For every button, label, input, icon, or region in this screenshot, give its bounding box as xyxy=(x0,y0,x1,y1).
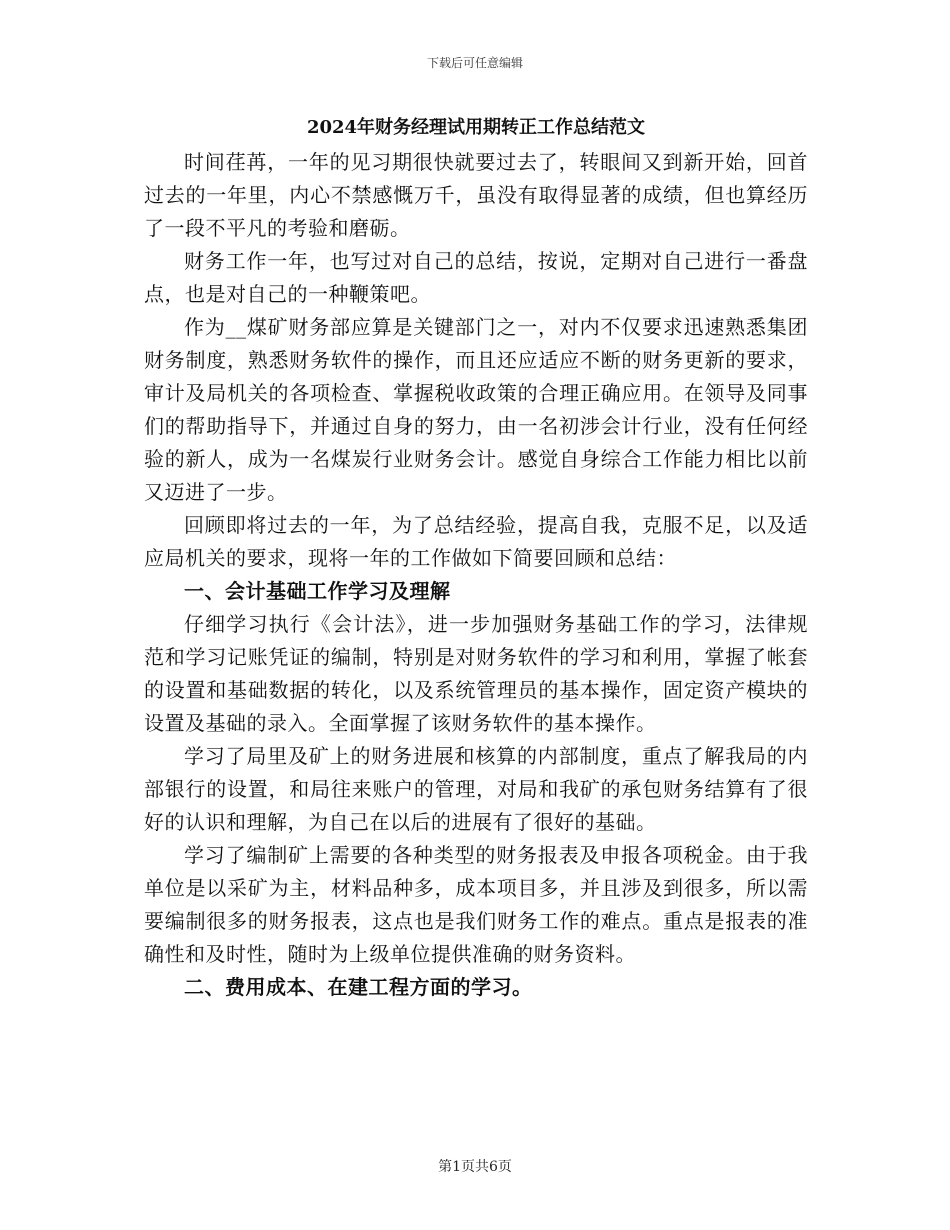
paragraph-summary-intro: 回顾即将过去的一年，为了总结经验，提高自我，克服不足，以及适应局机关的要求，现将一年的工作做如下简要回顾和总结： xyxy=(144,513,808,570)
section-heading-cost-construction: 二、费用成本、在建工程方面的学习。 xyxy=(184,975,533,999)
paragraph-financial-reports: 学习了编制矿上需要的各种类型的财务报表及申报各项税金。由于我单位是以采矿为主，材料品种多，成本项目多，并且涉及到很多，所以需要编制很多的财务报表，这点也是我们财务工作的难点。重点是报表的准确性和及时性，随时为上级单位提供准确的财务资料。 xyxy=(144,843,808,966)
page-number: 第1页共6页 xyxy=(438,1159,512,1175)
paragraph-self-review: 财务工作一年，也写过对自己的总结，按说，定期对自己进行一番盘点，也是对自己的一种鞭策吧。 xyxy=(144,249,808,306)
document-title: 2024年财务经理试用期转正工作总结范文 xyxy=(306,117,646,138)
section-heading-accounting-basics: 一、会计基础工作学习及理解 xyxy=(184,579,451,603)
document-body xyxy=(144,110,808,1004)
paragraph-accounting-law: 仔细学习执行《会计法》，进一步加强财务基础工作的学习，法律规范和学习记账凭证的编制，特别是对财务软件的学习和利用，掌握了帐套的设置和基础数据的转化，以及系统管理员的基本操作，固定资产模块的设置及基础的录入。全面掌握了该财务软件的基本操作。 xyxy=(144,612,808,735)
paragraph-role: 作为__煤矿财务部应算是关键部门之一，对内不仅要求迅速熟悉集团财务制度，熟悉财务软件的操作，而且还应适应不断的财务更新的要求，审计及局机关的各项检查、掌握税收政策的合理正确应用。在领导及同事们的帮助指导下，并通过自身的努力，由一名初涉会计行业，没有任何经验的新人，成为一名煤炭行业财务会计。感觉自身综合工作能力相比以前又迈进了一步。 xyxy=(144,315,808,504)
paragraph-intro: 时间荏苒，一年的见习期很快就要过去了，转眼间又到新开始，回首过去的一年里，内心不禁感慨万千，虽没有取得显著的成绩，但也算经历了一段不平凡的考验和磨砺。 xyxy=(144,150,808,240)
paragraph-internal-system: 学习了局里及矿上的财务进展和核算的内部制度，重点了解我局的内部银行的设置，和局往来账户的管理，对局和我矿的承包财务结算有了很好的认识和理解，为自己在以后的进展有了很好的基础。 xyxy=(144,744,808,834)
header-note: 下载后可任意编辑 xyxy=(426,56,523,70)
